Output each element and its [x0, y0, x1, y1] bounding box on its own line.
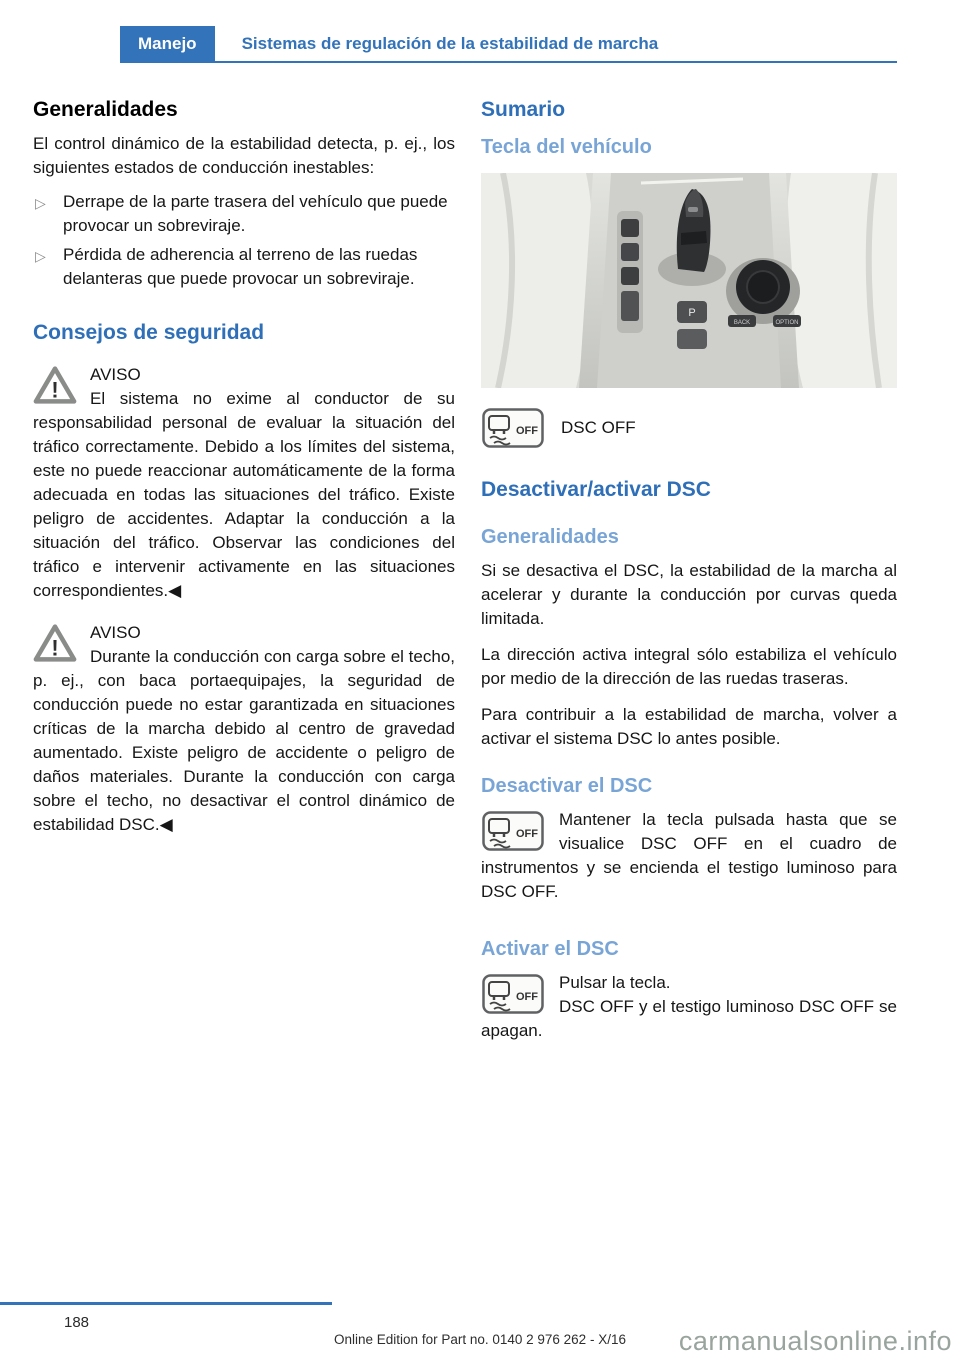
warning-block [33, 361, 455, 603]
warning-block [33, 619, 455, 837]
bullet-list [33, 190, 455, 291]
warning-triangle-icon [33, 365, 77, 405]
content-columns [33, 98, 897, 1043]
heading-generalidades: Generalidades [33, 98, 178, 121]
intro-paragraph: El control dinámico de la estabilidad detecta, p. ej., los siguientes estados de conducción inestables: [33, 134, 455, 177]
chapter-title: Sistemas de regulación de la estabilidad de marcha [241, 33, 659, 53]
warning-exclamation-glyph: ! [51, 377, 59, 403]
triangle-bullet-icon: ▷ [35, 248, 46, 264]
footer-rule [0, 1302, 332, 1305]
dsc-off-caption: DSC OFF [561, 418, 636, 437]
triangle-bullet-icon: ▷ [35, 195, 46, 211]
subheading-desactivar-dsc: Desactivar el DSC [481, 775, 653, 797]
warning-text: El sistema no exime al conductor de su responsabilidad personal de evaluar la situación del tráfico correctamente. Debido a los límites del sistema, este no puede reaccionar automáticamente de la forma adecuada en todas las situaciones del tráfico. Existe peligro de accidentes. Adaptar la conducción a la situación del tráfico. Observar las condiciones del tráfico e intervenir activamente en las situaciones correspondientes.◀ [33, 389, 455, 600]
section-tab-label: Manejo [138, 34, 197, 53]
bullet-text: Pérdida de adherencia al terreno de las ruedas delanteras que puede provocar un sobreviraje. [63, 245, 418, 288]
bullet-item [33, 190, 455, 238]
dsc-off-caption-row [481, 408, 897, 448]
instruction-text: DSC OFF y el testigo luminoso DSC OFF se apagan. [481, 997, 897, 1040]
dsc-off-icon-text: OFF [516, 828, 538, 840]
activar-instruction [481, 971, 897, 1043]
back-button-label: BACK [733, 320, 751, 326]
page-number: 188 [64, 1314, 90, 1331]
warning-label: AVISO [90, 623, 141, 642]
instruction-text: Pulsar la tecla. [559, 973, 671, 992]
dsc-off-button-icon [481, 408, 545, 448]
subheading-tecla-vehiculo: Tecla del vehículo [481, 136, 652, 158]
watermark: carmanualsonline.info [678, 1326, 952, 1356]
heading-consejos-seguridad: Consejos de seguridad [33, 321, 265, 344]
heading-sumario: Sumario [481, 98, 566, 121]
subheading-generalidades: Generalidades [481, 526, 619, 548]
paragraph: Para contribuir a la estabilidad de marcha, volver a activar el sistema DSC lo antes posible. [481, 705, 897, 748]
paragraph: Si se desactiva el DSC, la estabilidad de la marcha al acelerar y durante la conducción por curvas queda limitada. [481, 561, 897, 628]
dsc-off-icon-text: OFF [516, 991, 538, 1003]
warning-label: AVISO [90, 365, 141, 384]
dsc-off-icon-text: OFF [516, 425, 538, 437]
option-button-label: OPTION [775, 320, 799, 326]
warning-exclamation-glyph: ! [51, 635, 59, 661]
subheading-activar-dsc: Activar el DSC [481, 938, 619, 960]
right-column [481, 98, 897, 1043]
center-console-photo [481, 173, 897, 388]
page-header [120, 26, 897, 63]
bullet-item [33, 243, 455, 291]
paragraph: La dirección activa integral sólo estabiliza el vehículo por medio de la dirección de las ruedas traseras. [481, 645, 897, 688]
heading-desactivar-activar: Desactivar/activar DSC [481, 478, 711, 501]
left-column [33, 98, 455, 837]
instruction-text: Mantener la tecla pulsada hasta que se visualice DSC OFF en el cuadro de instrumentos y se encienda el testigo luminoso para DSC OFF. [481, 810, 897, 901]
bullet-text: Derrape de la parte trasera del vehículo que puede provocar un sobreviraje. [63, 192, 448, 235]
footer-edition-text: Online Edition for Part no. 0140 2 976 262 - X/16 [334, 1332, 626, 1347]
dsc-off-button-icon [481, 974, 545, 1014]
dsc-off-button-icon [481, 811, 545, 851]
warning-text: Durante la conducción con carga sobre el techo, p. ej., con baca portaequipajes, la seguridad de conducción puede no estar garantizada en situaciones críticas de la marcha debido al centro de gravedad aumentado. Existe peligro de accidente o peligro de daños materiales. Durante la conducción con carga sobre el techo, no desactivar el control dinámico de estabilidad DSC.◀ [33, 647, 455, 834]
warning-triangle-icon [33, 623, 77, 663]
park-button-label: P [688, 307, 696, 319]
desactivar-instruction [481, 808, 897, 904]
section-tab [120, 26, 215, 61]
